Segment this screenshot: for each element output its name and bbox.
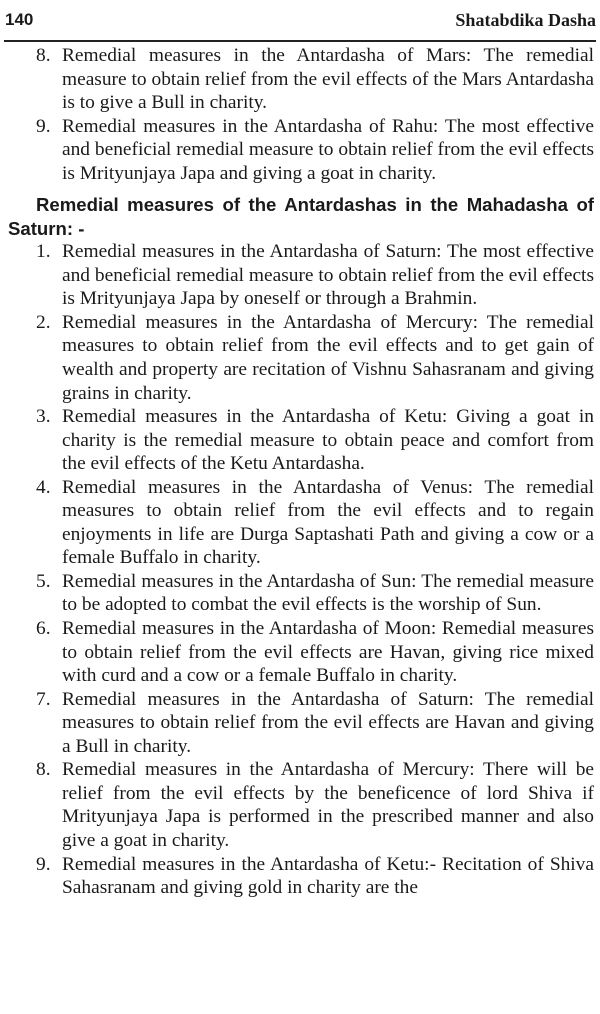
continued-list [0,44,600,185]
page-body [0,44,600,900]
list-item [0,405,600,476]
item-text: Remedial measures in the Antardasha of Mercury: There will be relief from the evil effects by the beneficence of lord Shiva if Mrityunjaya Japa is performed in the prescribed manner and also give a goat in charity. [62,759,594,851]
list-item [0,688,600,759]
list-item [0,476,600,570]
item-number: 2. [36,311,51,333]
page-number: 140 [5,10,34,29]
item-text: Remedial measures in the Antardasha of Moon: Remedial measures to obtain relief from the evil effects are Havan, giving rice mixed with curd and a cow or a female Buffalo in charity. [62,618,594,687]
list-item [0,311,600,405]
item-number: 9. [36,115,51,137]
item-number: 1. [36,241,51,263]
item-number: 4. [36,476,51,498]
list-item [0,44,600,115]
item-number: 8. [36,759,51,781]
list-item [0,115,600,186]
item-text: Remedial measures in the Antardasha of Saturn: The most effective and beneficial remedial measure to obtain relief from the evil effects is Mrityunjaya Japa by oneself or through a Brahmin. [62,241,594,310]
list-item [0,570,600,617]
page-header [5,6,596,40]
running-title: Shatabdika Dasha [455,10,596,30]
list-item [0,240,600,311]
item-text: Remedial measures in the Antardasha of Ketu:- Recitation of Shiva Sahasranam and giving gold in charity are the [62,853,594,899]
item-number: 5. [36,570,51,592]
item-number: 7. [36,688,51,710]
item-number: 3. [36,406,51,428]
item-text: Remedial measures in the Antardasha of Rahu: The most effective and beneficial remedial measure to obtain relief from the evil effects is Mrityunjaya Japa and giving a goat in charity. [62,115,594,184]
item-text: Remedial measures in the Antardasha of Sun: The remedial measure to be adopted to combat the evil effects is the worship of Sun. [62,570,594,616]
list-item [0,853,600,900]
item-text: Remedial measures in the Antardasha of Mars: The remedial measure to obtain relief from the evil effects of the Mars Antardasha is to give a Bull in charity. [62,45,594,114]
item-number: 9. [36,853,51,875]
list-item [0,758,600,852]
saturn-list [0,240,600,899]
list-item [0,617,600,688]
item-number: 6. [36,618,51,640]
item-text: Remedial measures in the Antardasha of Ketu: Giving a goat in charity is the remedial measure to obtain peace and comfort from the evil effects of the Ketu Antardasha. [62,406,594,475]
item-number: 8. [36,45,51,66]
item-text: Remedial measures in the Antardasha of Venus: The remedial measures to obtain relief from the evil effects and to regain enjoyments in life are Durga Saptashati Path and giving a cow or a female Buffalo in charity. [62,476,594,569]
item-text: Remedial measures in the Antardasha of Mercury: The remedial measures to obtain relief from the evil effects and to get gain of wealth and property are recitation of Vishnu Sahasranam and giving grains in charity. [62,311,594,404]
header-rule [4,40,596,42]
item-text: Remedial measures in the Antardasha of Saturn: The remedial measures to obtain relief from the evil effects are Havan and giving a Bull in charity. [62,688,594,757]
section-heading: Remedial measures of the Antardashas in the Mahadasha of Saturn: - [8,194,594,239]
